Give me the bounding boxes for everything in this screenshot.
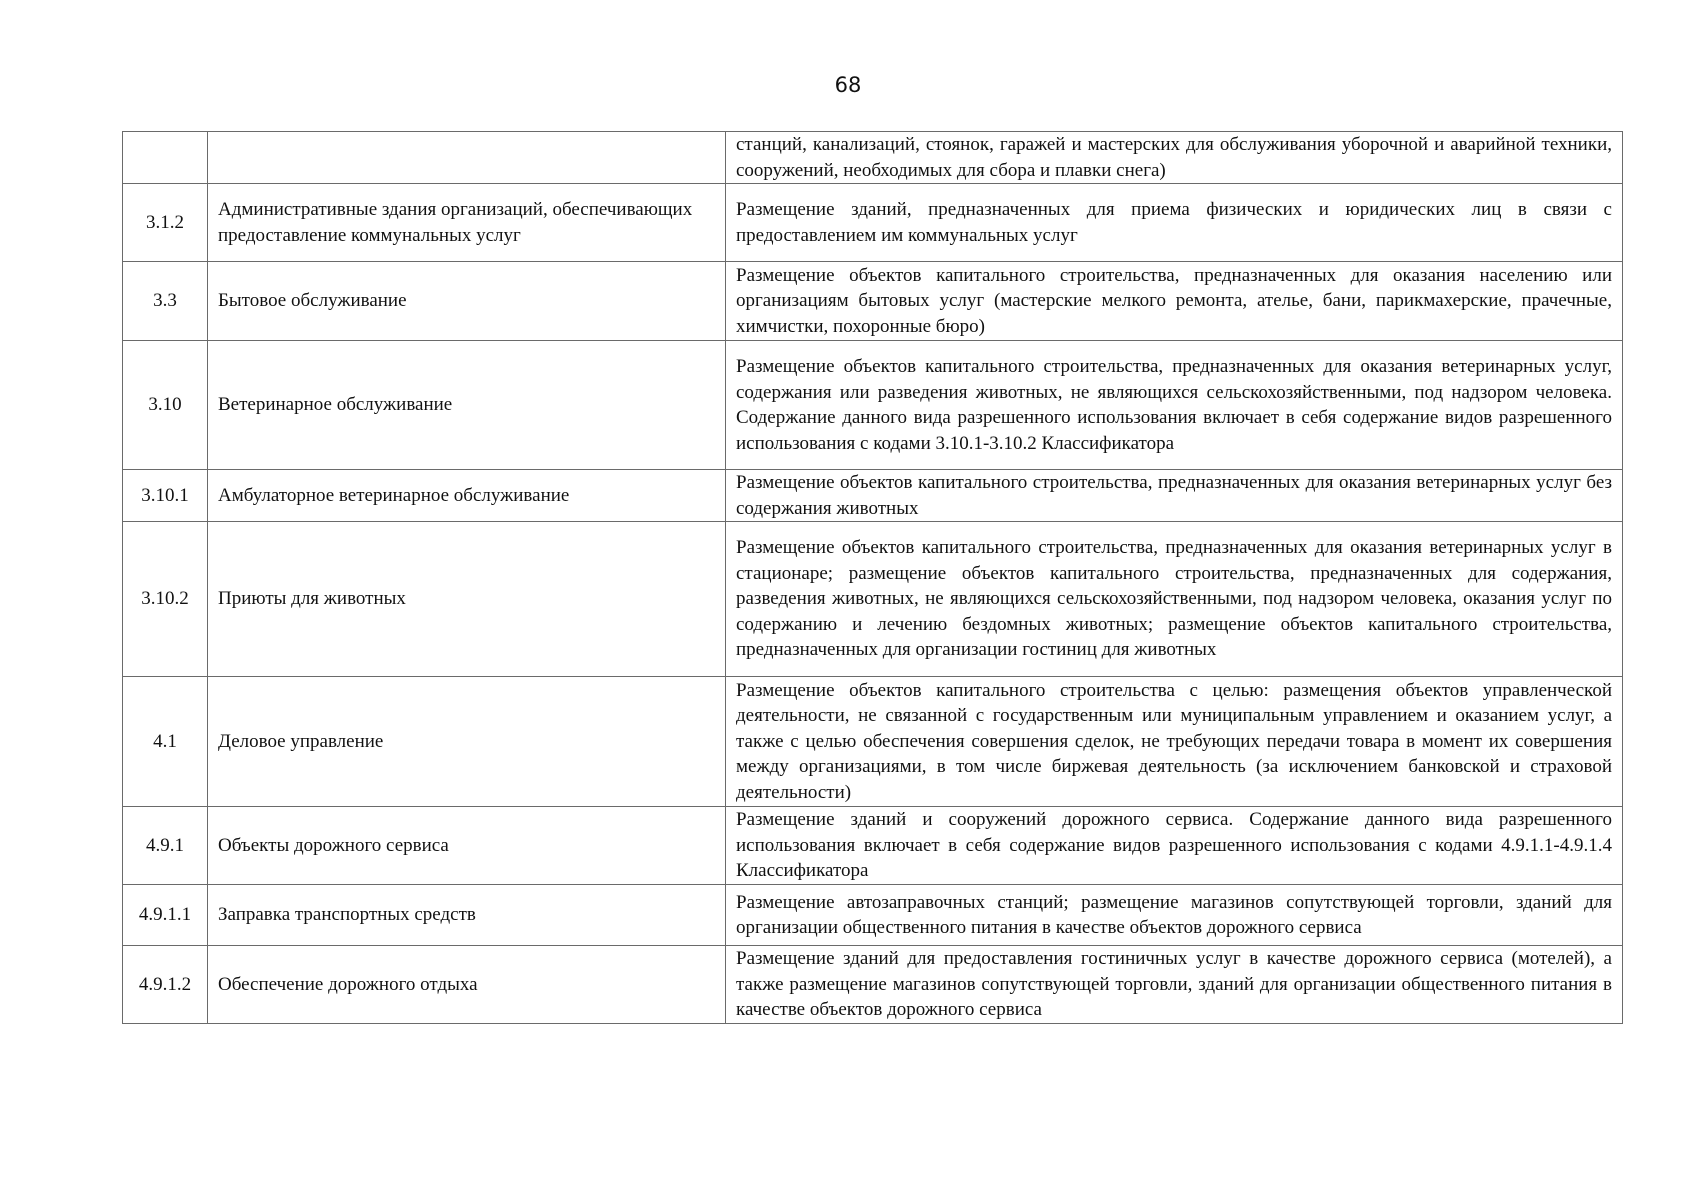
table-row	[123, 885, 1623, 946]
row-description: станций, канализаций, стоянок, гаражей и мастерских для обслуживания уборочной и аварийной техники, сооружений, необходимых для сбора и плавки снега)	[726, 132, 1623, 184]
table-row	[123, 262, 1623, 341]
row-name: Административные здания организаций, обеспечивающих предоставление коммунальных услуг	[208, 184, 726, 262]
row-code: 4.9.1.2	[123, 946, 208, 1024]
row-name: Заправка транспортных средств	[208, 885, 726, 946]
row-description: Размещение автозаправочных станций; размещение магазинов сопутствующей торговли, зданий для организации общественного питания в качестве объектов дорожного сервиса	[726, 885, 1623, 946]
row-code: 3.1.2	[123, 184, 208, 262]
table-row	[123, 132, 1623, 184]
row-description: Размещение зданий и сооружений дорожного сервиса. Содержание данного вида разрешенного использования включает в себя содержание видов разрешенного использования с кодами 4.9.1.1-4.9.1.4 Классификатора	[726, 807, 1623, 885]
row-code: 3.10.2	[123, 522, 208, 677]
row-name: Деловое управление	[208, 677, 726, 807]
row-code: 4.9.1.1	[123, 885, 208, 946]
row-name: Ветеринарное обслуживание	[208, 341, 726, 470]
row-description: Размещение объектов капитального строительства, предназначенных для оказания населению или организациям бытовых услуг (мастерские мелкого ремонта, ателье, бани, парикмахерские, прачечные, химчистки, похоронные бюро)	[726, 262, 1623, 341]
row-code: 3.10.1	[123, 470, 208, 522]
table-row	[123, 470, 1623, 522]
row-name: Обеспечение дорожного отдыха	[208, 946, 726, 1024]
row-description: Размещение объектов капитального строительства, предназначенных для оказания ветеринарных услуг без содержания животных	[726, 470, 1623, 522]
row-name: Амбулаторное ветеринарное обслуживание	[208, 470, 726, 522]
row-description: Размещение объектов капитального строительства, предназначенных для оказания ветеринарных услуг в стационаре; размещение объектов капитального строительства, предназначенных для содержания, разведения животных, не являющихся сельскохозяйственными, под надзором человека, оказания услуг по содержанию и лечению бездомных животных; размещение объектов капитального строительства, предназначенных для организации гостиниц для животных	[726, 522, 1623, 677]
row-description: Размещение объектов капитального строительства, предназначенных для оказания ветеринарных услуг, содержания или разведения животных, не являющихся сельскохозяйственными, под надзором человека. Содержание данного вида разрешенного использования включает в себя содержание видов разрешенного использования с кодами 3.10.1-3.10.2 Классификатора	[726, 341, 1623, 470]
row-code: 4.9.1	[123, 807, 208, 885]
table-row	[123, 522, 1623, 677]
row-code: 3.10	[123, 341, 208, 470]
row-code: 4.1	[123, 677, 208, 807]
row-name	[208, 132, 726, 184]
table-row	[123, 341, 1623, 470]
row-description: Размещение зданий для предоставления гостиничных услуг в качестве дорожного сервиса (мотелей), а также размещение магазинов сопутствующей торговли, зданий для организации общественного питания в качестве объектов дорожного сервиса	[726, 946, 1623, 1024]
page-number: 68	[834, 73, 862, 97]
table-row	[123, 677, 1623, 807]
row-description: Размещение зданий, предназначенных для приема физических и юридических лиц в связи с предоставлением им коммунальных услуг	[726, 184, 1623, 262]
table-row	[123, 946, 1623, 1024]
row-description: Размещение объектов капитального строительства с целью: размещения объектов управленческой деятельности, не связанной с государственным или муниципальным управлением и оказанием услуг, а также с целью обеспечения совершения сделок, не требующих передачи товара в момент их совершения между организациями, в том числе биржевая деятельность (за исключением банковской и страховой деятельности)	[726, 677, 1623, 807]
row-name: Бытовое обслуживание	[208, 262, 726, 341]
table-row	[123, 184, 1623, 262]
row-name: Объекты дорожного сервиса	[208, 807, 726, 885]
table-row	[123, 807, 1623, 885]
land-use-table	[122, 131, 1623, 1024]
row-code: 3.3	[123, 262, 208, 341]
row-code	[123, 132, 208, 184]
row-name: Приюты для животных	[208, 522, 726, 677]
